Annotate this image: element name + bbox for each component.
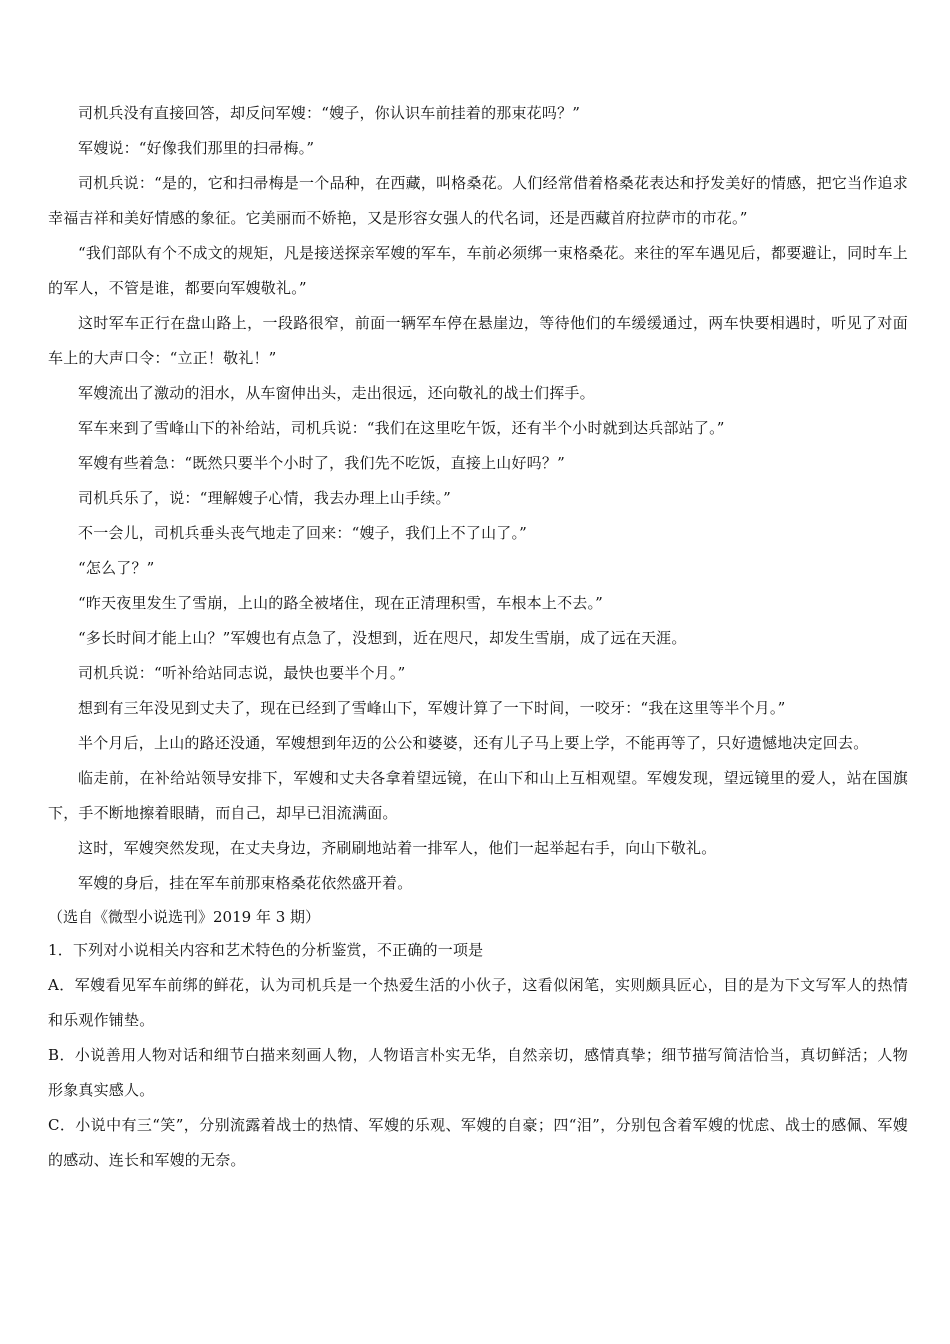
story-body: [48, 96, 908, 901]
story-paragraph: 军车来到了雪峰山下的补给站，司机兵说：“我们在这里吃午饭，还有半个小时就到达兵部站了。”: [78, 419, 725, 437]
story-paragraph: “昨天夜里发生了雪崩，上山的路全被堵住，现在正清理积雪，车根本上不去。”: [78, 594, 604, 612]
story-paragraph: 军嫂说：“好像我们那里的扫帚梅。”: [78, 139, 315, 157]
question-stem: 1．下列对小说相关内容和艺术特色的分析鉴赏，不正确的一项是: [48, 941, 484, 959]
story-paragraph: “我们部队有个不成文的规矩，凡是接送探亲军嫂的军车，车前必须绑一束格桑花。来往的军车遇见后，都要避让，同时车上的军人，不管是谁，都要向军嫂敬礼。”: [48, 244, 908, 297]
question-option-a: A．军嫂看见军车前绑的鲜花，认为司机兵是一个热爱生活的小伙子，这看似闲笔，实则颇具匠心，目的是为下文写军人的热情和乐观作铺垫。: [48, 976, 908, 1029]
story-paragraph: 司机兵说：“听补给站同志说，最快也要半个月。”: [78, 664, 406, 682]
story-paragraph: 军嫂的身后，挂在军车前那束格桑花依然盛开着。: [78, 874, 413, 892]
story-paragraph: 这时军车正行在盘山路上，一段路很窄，前面一辆军车停在悬崖边，等待他们的车缓缓通过，两车快要相遇时，听见了对面车上的大声口令：“立正！敬礼！”: [48, 314, 908, 367]
story-paragraph: 军嫂有些着急：“既然只要半个小时了，我们先不吃饭，直接上山好吗？”: [78, 454, 565, 472]
question-block: [48, 933, 908, 1178]
story-paragraph: 司机兵乐了，说：“理解嫂子心情，我去办理上山手续。”: [78, 489, 452, 507]
story-paragraph: 半个月后，上山的路还没通，军嫂想到年迈的公公和婆婆，还有儿子马上要上学，不能再等了，只好遗憾地决定回去。: [78, 734, 869, 752]
question-option-c: C．小说中有三“笑”，分别流露着战士的热情、军嫂的乐观、军嫂的自豪；四“泪”，分别包含着军嫂的忧虑、战士的感佩、军嫂的感动、连长和军嫂的无奈。: [48, 1116, 908, 1169]
story-paragraph: 军嫂流出了激动的泪水，从车窗伸出头，走出很远，还向敬礼的战士们挥手。: [78, 384, 595, 402]
question-option-b: B．小说善用人物对话和细节白描来刻画人物，人物语言朴实无华，自然亲切，感情真挚；细节描写简洁恰当，真切鲜活；人物形象真实感人。: [48, 1046, 908, 1099]
story-paragraph: 想到有三年没见到丈夫了，现在已经到了雪峰山下，军嫂计算了一下时间，一咬牙：“我在这里等半个月。”: [78, 699, 786, 717]
story-source: （选自《微型小说选刊》2019 年 3 期）: [48, 908, 321, 926]
story-paragraph: 司机兵没有直接回答，却反问军嫂：“嫂子，你认识车前挂着的那束花吗？”: [78, 104, 581, 122]
story-paragraph: “怎么了？”: [78, 559, 155, 577]
story-paragraph: 这时，军嫂突然发现，在丈夫身边，齐刷刷地站着一排军人，他们一起举起右手，向山下敬礼。: [78, 839, 717, 857]
story-paragraph: 司机兵说：“是的，它和扫帚梅是一个品种，在西藏，叫格桑花。人们经常借着格桑花表达和抒发美好的情感，把它当作追求幸福吉祥和美好情感的象征。它美丽而不娇艳，又是形容女强人的代名词，还是西藏首府拉萨市的市花。”: [48, 174, 908, 227]
story-paragraph: 不一会儿，司机兵垂头丧气地走了回来：“嫂子，我们上不了山了。”: [78, 524, 528, 542]
document-page: [48, 96, 908, 1178]
story-paragraph: “多长时间才能上山？”军嫂也有点急了，没想到，近在咫尺，却发生雪崩，成了远在天涯。: [78, 629, 687, 647]
story-paragraph: 临走前，在补给站领导安排下，军嫂和丈夫各拿着望远镜，在山下和山上互相观望。军嫂发现，望远镜里的爱人，站在国旗下，手不断地擦着眼睛，而自己，却早已泪流满面。: [48, 769, 908, 822]
